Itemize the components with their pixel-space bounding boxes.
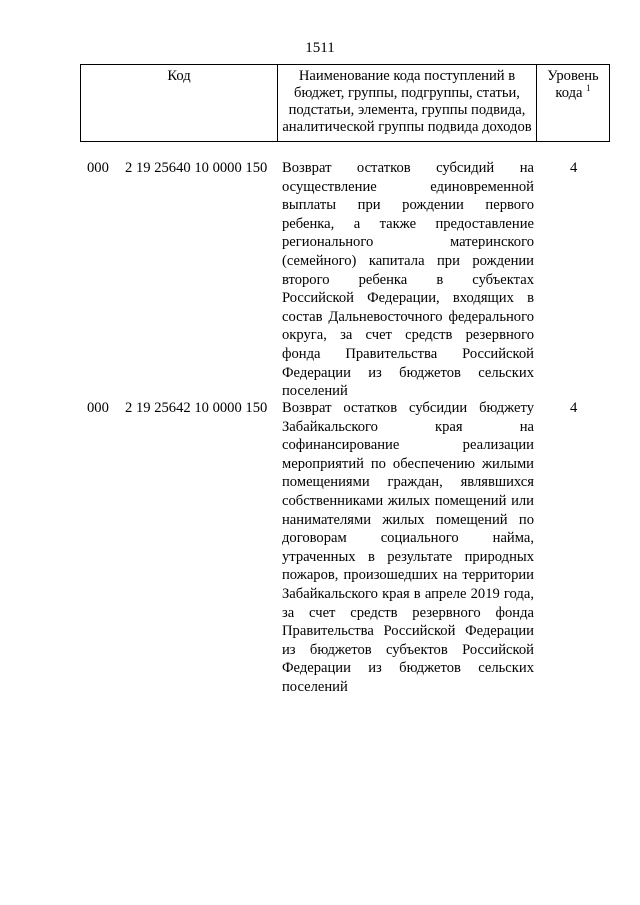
- row-name-line: договорам социального найма,: [282, 530, 534, 547]
- row-name-line: регионального материнского: [282, 234, 534, 251]
- header-name-line: бюджет, группы, подгруппы, статьи,: [294, 85, 520, 101]
- row-name: [282, 159, 534, 401]
- row-name-line: (семейного) капитала при рождении: [282, 252, 534, 269]
- row-name-line: ребенка, а также предоставление: [282, 215, 534, 232]
- row-name-line: Забайкальского края в апреле 2019 года,: [282, 585, 534, 602]
- row-name-line: поселений: [282, 383, 348, 400]
- row-name-line: нанимателями жилых помещений по: [282, 511, 534, 528]
- row-name-line: Возврат остатков субсидии бюджету: [282, 400, 534, 416]
- footnote-marker: 1: [586, 83, 591, 94]
- row-name-line: Забайкальского края на: [282, 418, 534, 435]
- row-name-line: округа, за счет средств резервного: [282, 327, 534, 344]
- header-name: [278, 65, 537, 141]
- header-name-line: подстатьи, элемента, группы подвида,: [288, 102, 526, 118]
- row-name-line: Федерации из бюджетов сельских: [282, 364, 534, 381]
- row-code: 2 19 25642 10 0000 150: [125, 400, 268, 416]
- row-name-line: осуществление единовременной: [282, 178, 534, 195]
- row-name: [282, 399, 534, 697]
- row-name-line: за счет средств резервного фонда: [282, 604, 534, 621]
- header-level-line: Уровень: [547, 68, 599, 84]
- header-name-line: аналитической группы подвида доходов: [282, 119, 532, 135]
- row-name-line: Российской Федерации, входящих в: [282, 290, 534, 307]
- row-name-line: помещениями граждан, являвшихся: [282, 474, 534, 491]
- header-level: [537, 65, 609, 141]
- row-name-line: второго ребенка в субъектах: [282, 271, 534, 288]
- row-level: 4: [570, 160, 578, 176]
- header-level-text: кода: [555, 85, 583, 101]
- row-name-line: софинансирование реализации: [282, 437, 534, 454]
- row-name-line: мероприятий по обеспечению жилыми: [282, 455, 534, 472]
- row-name-line: фонда Правительства Российской: [282, 345, 534, 362]
- row-prefix: 000: [87, 400, 109, 416]
- row-name-line: состав Дальневосточного федерального: [282, 308, 534, 325]
- row-name-line: Правительства Российской Федерации: [282, 623, 534, 640]
- header-code: Код: [81, 65, 278, 141]
- header-name-line: Наименование кода поступлений в: [298, 68, 516, 84]
- row-name-line: утраченных в результате природных: [282, 548, 534, 565]
- row-name-line: из бюджетов субъектов Российской: [282, 641, 534, 658]
- header-level-line: [537, 85, 609, 102]
- row-level: 4: [570, 400, 578, 416]
- row-name-line: Федерации из бюджетов сельских: [282, 660, 534, 677]
- row-name-line: пожаров, произошедших на территории: [282, 567, 534, 584]
- row-name-line: Возврат остатков субсидий на: [282, 160, 534, 176]
- row-prefix: 000: [87, 160, 109, 176]
- row-name-line: выплаты при рождении первого: [282, 197, 534, 214]
- row-name-line: поселений: [282, 678, 348, 695]
- table-header: [80, 64, 610, 142]
- row-name-line: собственниками жилых помещений или: [282, 492, 534, 509]
- page-number: 1511: [305, 40, 335, 56]
- row-code: 2 19 25640 10 0000 150: [125, 160, 268, 176]
